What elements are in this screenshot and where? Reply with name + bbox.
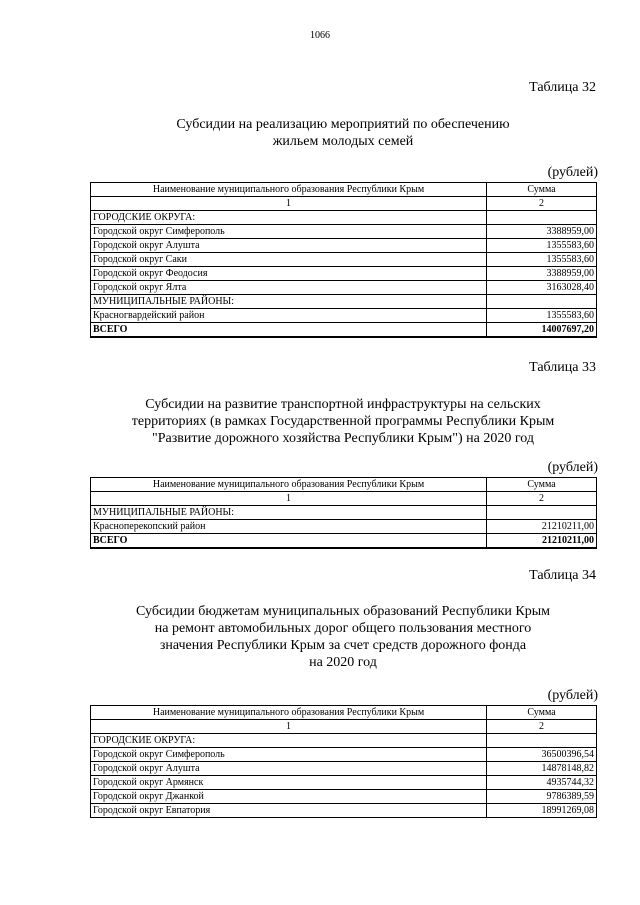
total-row: [91, 534, 597, 549]
title-line: Субсидии на развитие транспортной инфраструктуры на сельских: [145, 397, 541, 412]
row-name: Городской округ Армянск: [91, 776, 487, 790]
header-row: [91, 183, 597, 197]
column-number-row: [91, 197, 597, 211]
title-line: территориях (в рамках Государственной программы Республики Крым: [131, 414, 555, 429]
row-name: Городской округ Симферополь: [91, 748, 487, 762]
title-line: на 2020 год: [309, 655, 377, 670]
row-name: ГОРОДСКИЕ ОКРУГА:: [91, 211, 487, 225]
total-label: ВСЕГО: [91, 534, 487, 549]
title-line: жильем молодых семей: [272, 134, 414, 149]
row-name: Городской округ Алушта: [91, 762, 487, 776]
table-row: [91, 520, 597, 534]
table-32-label: Таблица 32: [529, 80, 596, 95]
header-sum: Сумма: [487, 478, 597, 492]
row-name: МУНИЦИПАЛЬНЫЕ РАЙОНЫ:: [91, 295, 487, 309]
row-value: 4935744,32: [487, 776, 597, 790]
row-name: Городской округ Феодосия: [91, 267, 487, 281]
header-row: [91, 706, 597, 720]
row-name: Городской округ Алушта: [91, 239, 487, 253]
row-value: 1355583,60: [487, 309, 597, 323]
row-value: 3163028,40: [487, 281, 597, 295]
row-name: Красногвардейский район: [91, 309, 487, 323]
row-value: 9786389,59: [487, 790, 597, 804]
table-33-units: (рублей): [547, 460, 598, 475]
page-number: 1066: [310, 30, 330, 41]
row-name: ГОРОДСКИЕ ОКРУГА:: [91, 734, 487, 748]
table-row: [91, 211, 597, 225]
table-32: [90, 182, 597, 338]
table-row: [91, 239, 597, 253]
title-line: значения Республики Крым за счет средств дорожного фонда: [159, 638, 527, 653]
table-row: [91, 776, 597, 790]
row-value: 1355583,60: [487, 239, 597, 253]
row-value: 1355583,60: [487, 253, 597, 267]
table-row: [91, 734, 597, 748]
row-value: [487, 734, 597, 748]
row-value: [487, 211, 597, 225]
table-row: [91, 225, 597, 239]
table-row: [91, 804, 597, 818]
col-number: 2: [487, 720, 597, 734]
row-name: Городской округ Ялта: [91, 281, 487, 295]
row-value: 3388959,00: [487, 267, 597, 281]
row-value: [487, 506, 597, 520]
table-row: [91, 295, 597, 309]
table-34-title: [90, 603, 596, 671]
table-33-title: [90, 396, 596, 447]
col-number: 1: [91, 492, 487, 506]
col-number: 1: [91, 197, 487, 211]
col-number: 2: [487, 492, 597, 506]
row-name: Красноперекопский район: [91, 520, 487, 534]
table-row: [91, 506, 597, 520]
table-33: [90, 477, 597, 549]
title-line: "Развитие дорожного хозяйства Республики Крым") на 2020 год: [152, 431, 534, 446]
header-sum: Сумма: [487, 706, 597, 720]
table-row: [91, 762, 597, 776]
table-row: [91, 281, 597, 295]
column-number-row: [91, 720, 597, 734]
col-number: 2: [487, 197, 597, 211]
header-row: [91, 478, 597, 492]
row-value: 36500396,54: [487, 748, 597, 762]
row-value: 21210211,00: [487, 520, 597, 534]
title-line: Субсидии на реализацию мероприятий по обеспечению: [176, 117, 510, 132]
header-name: Наименование муниципального образования Республики Крым: [91, 183, 487, 197]
header-sum: Сумма: [487, 183, 597, 197]
title-line: на ремонт автомобильных дорог общего пользования местного: [154, 621, 532, 636]
row-name: МУНИЦИПАЛЬНЫЕ РАЙОНЫ:: [91, 506, 487, 520]
table-34: [90, 705, 597, 818]
total-value: 14007697,20: [487, 323, 597, 338]
row-value: 3388959,00: [487, 225, 597, 239]
row-name: Городской округ Евпатория: [91, 804, 487, 818]
table-row: [91, 309, 597, 323]
row-value: 14878148,82: [487, 762, 597, 776]
table-row: [91, 253, 597, 267]
table-33-label: Таблица 33: [529, 360, 596, 375]
table-row: [91, 790, 597, 804]
total-value: 21210211,00: [487, 534, 597, 549]
header-name: Наименование муниципального образования Республики Крым: [91, 478, 487, 492]
row-value: 18991269,08: [487, 804, 597, 818]
header-name: Наименование муниципального образования Республики Крым: [91, 706, 487, 720]
col-number: 1: [91, 720, 487, 734]
total-row: [91, 323, 597, 338]
row-name: Городской округ Симферополь: [91, 225, 487, 239]
row-name: Городской округ Саки: [91, 253, 487, 267]
title-line: Субсидии бюджетам муниципальных образований Республики Крым: [136, 604, 550, 619]
table-row: [91, 267, 597, 281]
row-value: [487, 295, 597, 309]
table-32-units: (рублей): [547, 165, 598, 180]
row-name: Городской округ Джанкой: [91, 790, 487, 804]
table-32-title: [90, 116, 596, 150]
table-34-units: (рублей): [547, 688, 598, 703]
total-label: ВСЕГО: [91, 323, 487, 338]
column-number-row: [91, 492, 597, 506]
table-row: [91, 748, 597, 762]
table-34-label: Таблица 34: [529, 568, 596, 583]
